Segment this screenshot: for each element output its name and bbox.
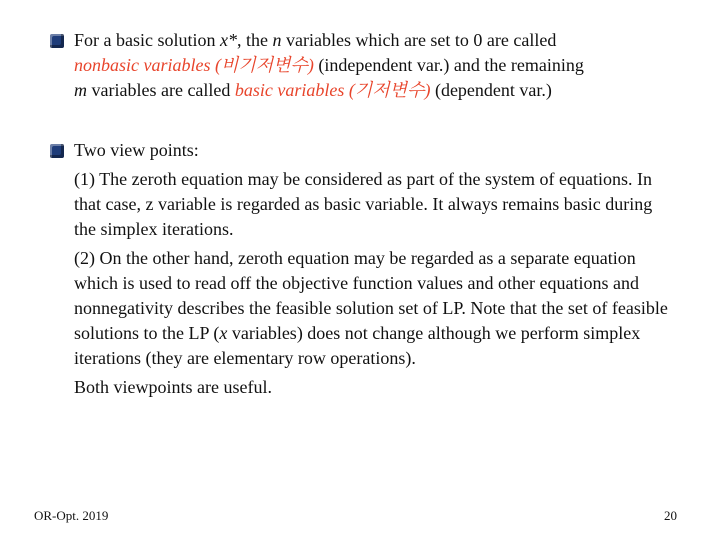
- square-bullet-icon: [50, 144, 64, 158]
- text-segment: variables which are set to 0 are called: [281, 30, 557, 50]
- bullet-text: [74, 138, 678, 400]
- bullet-text: [74, 28, 678, 103]
- bullet-two-viewpoints: [48, 138, 678, 400]
- bullet-basic-solution: [48, 28, 678, 103]
- math-x-star: x*: [220, 30, 237, 50]
- text-segment: , the: [237, 30, 273, 50]
- viewpoint-2: [74, 246, 678, 371]
- math-n: n: [272, 30, 282, 50]
- footer-course-label: OR-Opt. 2019: [34, 508, 109, 523]
- nonbasic-variables-term: nonbasic variables (비기저변수): [74, 55, 314, 75]
- conclusion: Both viewpoints are useful.: [74, 377, 272, 397]
- text-segment: For a basic solution: [74, 30, 220, 50]
- bullet-heading: Two view points:: [74, 140, 199, 160]
- text-segment: variables are called: [87, 80, 235, 100]
- math-m: m: [74, 80, 87, 100]
- basic-variables-term: basic variables (기저변수): [234, 80, 431, 100]
- text-segment: (2) On the other hand, zeroth equation may be regarded as a separate equation which is used to read off the objective function values and other equations and nonnegativity describes the feasible solution set of LP. Note that the set of feasible solutions to the LP (: [74, 248, 668, 343]
- math-x: x: [219, 323, 228, 343]
- square-bullet-icon: [50, 34, 64, 48]
- page-number: 20: [664, 508, 677, 523]
- text-segment: (dependent var.): [430, 80, 552, 100]
- viewpoint-1: (1) The zeroth equation may be considered as part of the system of equations. In that case, z variable is regarded as basic variable. It always remains basic during the simplex iterations.: [74, 169, 653, 239]
- text-segment: variables) does not change although we perform simplex iterations (they are elementary row operations).: [74, 323, 641, 368]
- text-segment: (independent var.) and the remaining: [313, 55, 584, 75]
